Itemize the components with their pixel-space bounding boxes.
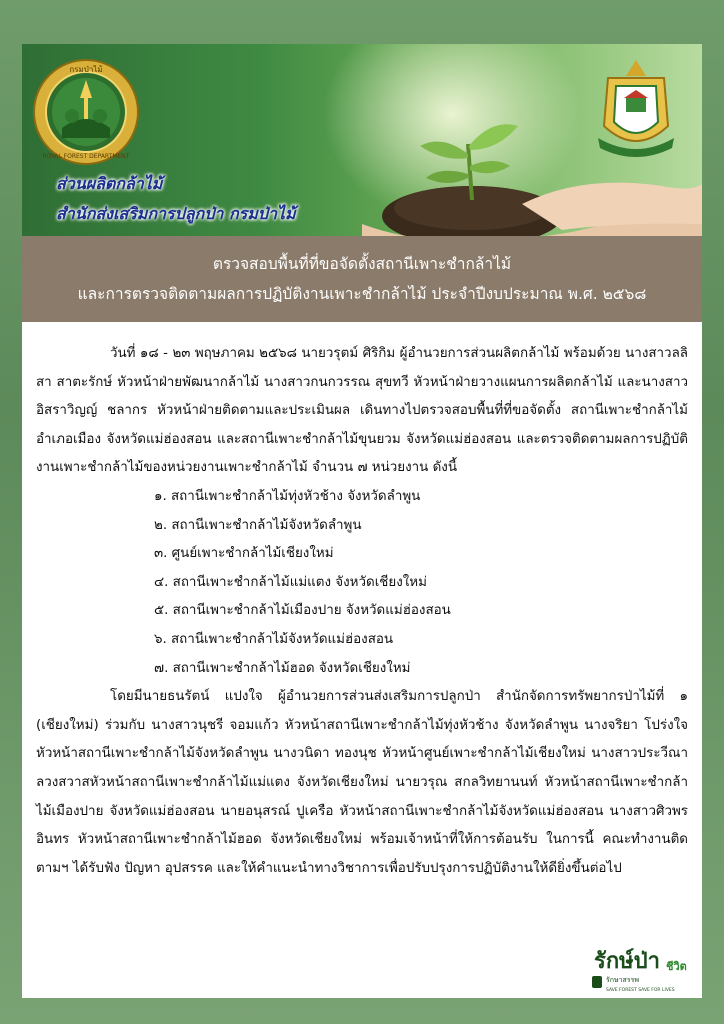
list-item: ๑. สถานีเพาะชำกล้าไม้ทุ่งหัวช้าง จังหวัดลำพูน — [154, 488, 421, 504]
stamp-small2: SAVE FOREST SAVE FOR LIVES — [606, 988, 675, 993]
office-emblem-logo — [588, 56, 684, 166]
list-item: ๔. สถานีเพาะชำกล้าไม้แม่แตง จังหวัดเชียงใหม่ — [154, 574, 427, 590]
unit-list — [36, 483, 688, 683]
body-content — [22, 322, 702, 998]
title-line-1: ตรวจสอบพื้นที่ที่ขอจัดตั้งสถานีเพาะชำกล้าไม้ — [212, 255, 512, 273]
list-item: ๓. ศูนย์เพาะชำกล้าไม้เชียงใหม่ — [154, 546, 334, 562]
closing-paragraph: โดยมีนายธนรัตน์ แปงใจ ผู้อำนวยการส่วนส่งเสริมการปลูกป่า สำนักจัดการทรัพยากรป่าไม้ที่ ๑ (เชียงใหม่) ร่วมกับ นางสาวนุชรี จอมแก้ว หัวหน้าสถานีเพาะชำกล้าไม้ทุ่งหัวช้าง จังหวัดลำพูน นางจริยา โปร่งใจ หัวหน้าสถานีเพาะชำกล้าไม้จังหวัดลำพูน นางวนิดา ทองนุช หัวหน้าศูนย์เพาะชำกล้าไม้เชียงใหม่ นางสาวประวีณา ลวงสวาสหัวหน้าสถานีเพาะชำกล้าไม้แม่แตง จังหวัดเชียงใหม่ นายวรุณ สกลวิทยานนท์ หัวหน้าสถานีเพาะชำกล้าไม้เมืองปาย จังหวัดแม่ฮ่องสอน นายอนุสรณ์ ปูเครือ หัวหน้าสถานีเพาะชำกล้าไม้จังหวัดแม่ฮ่องสอน นางสาวศิวพร อินทร หัวหน้าสถานีเพาะชำกล้าไม้ฮอด จังหวัดเชียงใหม่ พร้อมเจ้าหน้าที่ให้การต้อนรับ ในการนี้ คณะทำงานติดตามฯ ได้รับฟัง ปัญหา อุปสรรค และให้คำแนะนำทางวิชาการเพื่อปรับปรุงการปฏิบัติงานให้ดียิ่งขึ้นต่อไป — [36, 689, 688, 876]
stamp-main: รักษ์ป่า — [594, 949, 660, 974]
list-item: ๗. สถานีเพาะชำกล้าไม้ฮอด จังหวัดเชียงใหม่ — [154, 660, 411, 676]
list-item: ๕. สถานีเพาะชำกล้าไม้เมืองปาย จังหวัดแม่ฮ่องสอน — [154, 603, 451, 619]
save-forest-logo — [586, 940, 698, 996]
intro-paragraph: วันที่ ๑๘ - ๒๓ พฤษภาคม ๒๕๖๘ นายวรุตม์ ศิริกิม ผู้อำนวยการส่วนผลิตกล้าไม้ พร้อมด้วย นางสาวลลิสา สาตะรักษ์ หัวหน้าฝ่ายพัฒนากล้าไม้ นางสาวกนกวรรณ สุขทวี หัวหน้าฝ่ายวางแผนการผลิตกล้าไม้ และนางสาวอิสราวิญญ์ ชลากร หัวหน้าฝ่ายติดตามและประเมินผล เดินทางไปตรวจสอบพื้นที่ที่ขอจัดตั้ง สถานีเพาะชำกล้าไม้อำเภอเมือง จังหวัดแม่ฮ่องสอน และสถานีเพาะชำกล้าไม้ขุนยวม จังหวัดแม่ฮ่องสอน และตรวจติดตามผลการปฏิบัติงานเพาะชำกล้าไม้ของหน่วยงานเพาะชำกล้าไม้ จำนวน ๗ หน่วยงาน ดังนี้ — [36, 346, 688, 476]
svg-text:กรมป่าไม้: กรมป่าไม้ — [69, 65, 103, 74]
stamp-small1: รักษาสรรพ — [606, 976, 639, 984]
royal-forest-department-logo — [32, 58, 140, 166]
stamp-sub: ชีวิต — [666, 960, 687, 973]
org-subtitle: สำนักส่งเสริมการปลูกป่า กรมป่าไม้ — [56, 204, 296, 223]
lock-icon — [592, 976, 602, 988]
list-item: ๒. สถานีเพาะชำกล้าไม้จังหวัดลำพูน — [154, 517, 362, 533]
title-bar — [22, 236, 702, 322]
org-name: ส่วนผลิตกล้าไม้ — [56, 174, 163, 193]
svg-text:ROYAL FOREST DEPARTMENT: ROYAL FOREST DEPARTMENT — [42, 153, 130, 160]
header-banner — [22, 44, 702, 236]
title-line-2: และการตรวจติดตามผลการปฏิบัติงานเพาะชำกล้าไม้ ประจำปีงบประมาณ พ.ศ. ๒๕๖๘ — [77, 285, 647, 303]
list-item: ๖. สถานีเพาะชำกล้าไม้จังหวัดแม่ฮ่องสอน — [154, 631, 394, 647]
